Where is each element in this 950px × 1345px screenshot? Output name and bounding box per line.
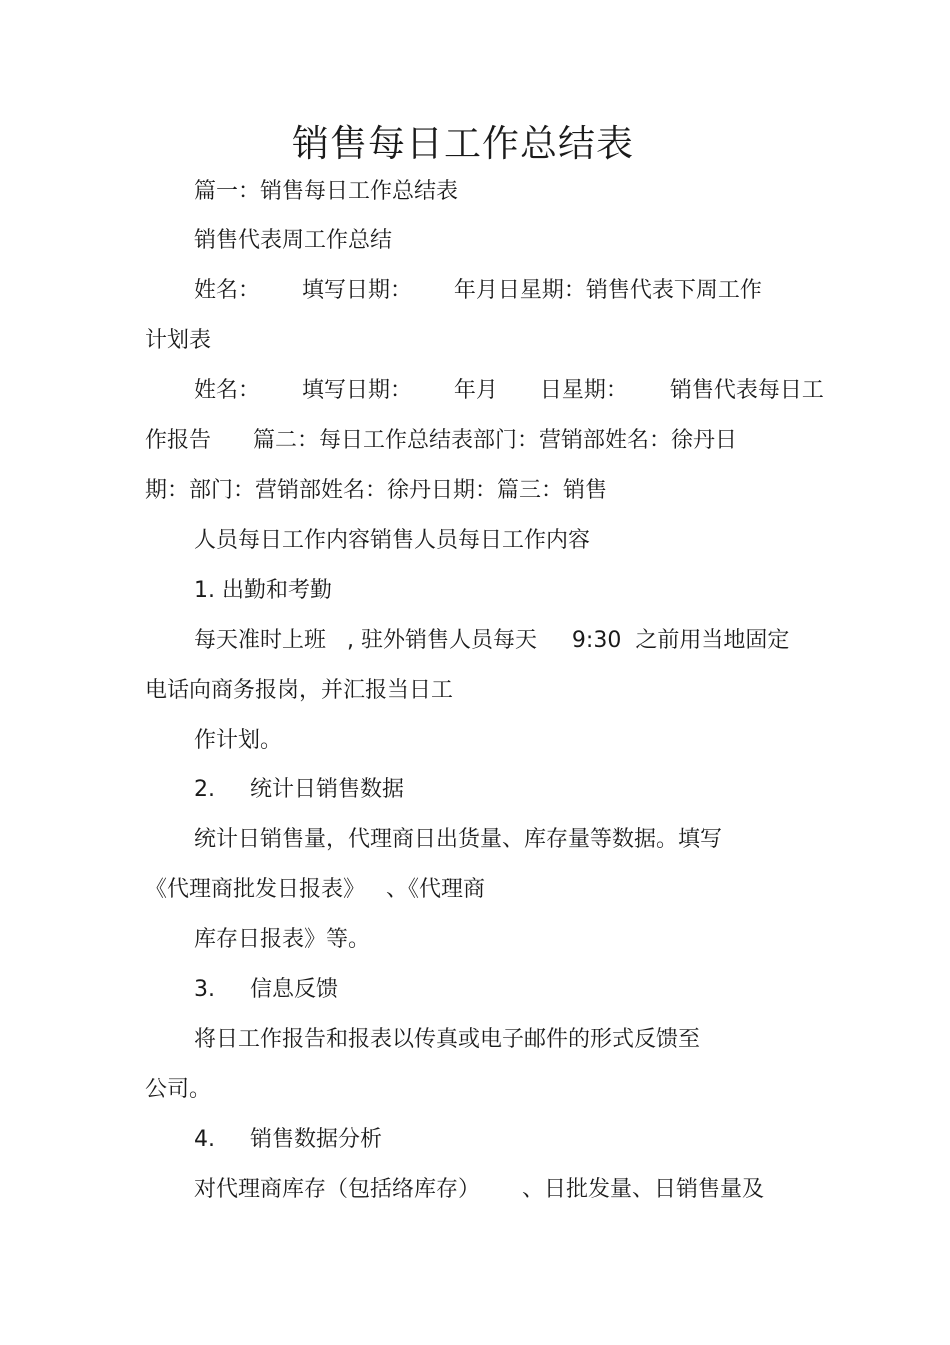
text-line: 作计划。 [194,728,283,753]
text-line: 姓名： 填写日期： 年月 日星期： 销售代表每日工 [194,378,824,403]
section-heading: 1. 出勤和考勤 [194,578,332,603]
text-line: 《代理商批发日报表》 、《代理商 [145,877,485,902]
text-line: 期：部门：营销部姓名：徐丹日期：篇三：销售 [145,478,608,503]
section-heading: 3. 信息反馈 [194,977,338,1002]
text-line: 电话向商务报岗，并汇报当日工 [145,678,454,703]
text-line: 姓名： 填写日期： 年月日星期：销售代表下周工作 [194,278,762,303]
text-line: 销售代表周工作总结 [194,228,393,253]
text-line: 库存日报表》等。 [194,927,371,952]
text-line: 统计日销售量，代理商日出货量、库存量等数据。填写 [194,827,723,852]
section-heading: 2. 统计日销售数据 [194,777,404,802]
document-title: 销售每日工作总结表 [292,122,634,165]
text-line: 每天准时上班 , 驻外销售人员每天 9:30 之前用当地固定 [194,628,790,653]
text-line: 计划表 [145,328,212,353]
text-line: 作报告 篇二：每日工作总结表部门：营销部姓名：徐丹日 [145,428,737,453]
section-heading: 4. 销售数据分析 [194,1127,382,1152]
text-line: 公司。 [145,1077,212,1102]
text-line: 将日工作报告和报表以传真或电子邮件的形式反馈至 [194,1027,701,1052]
text-line: 对代理商库存（包括络库存） 、日批发量、日销售量及 [194,1177,764,1202]
text-line: 人员每日工作内容销售人员每日工作内容 [194,528,591,553]
text-line: 篇一：销售每日工作总结表 [194,179,459,204]
